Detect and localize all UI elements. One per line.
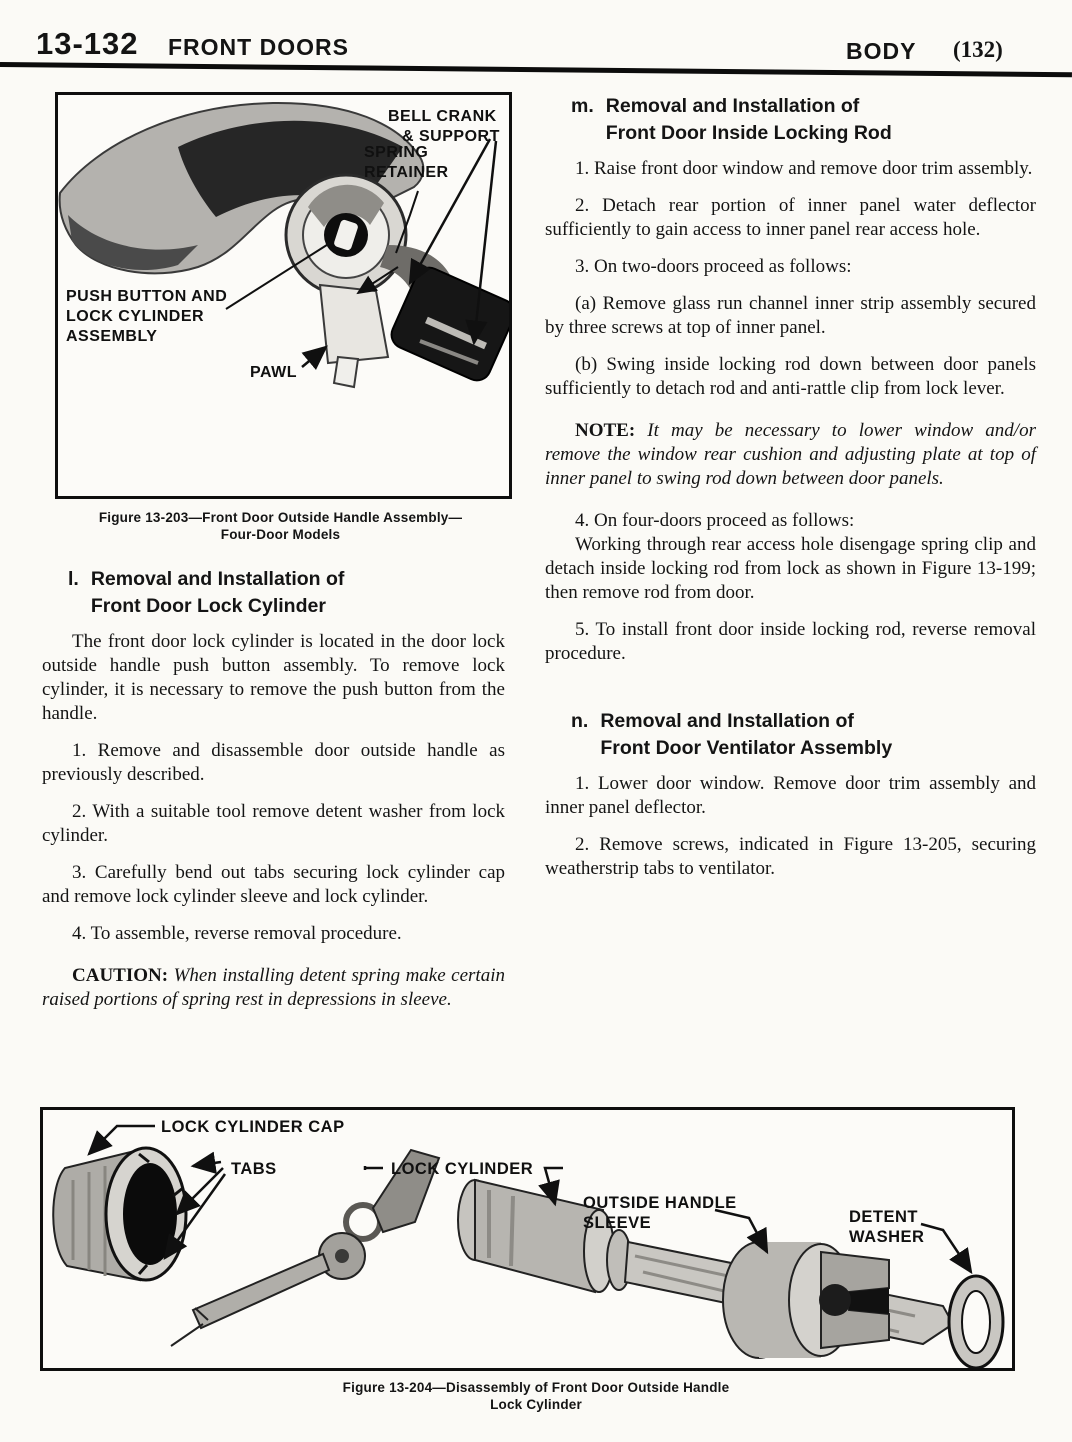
detent-washer-drawing (949, 1276, 1003, 1368)
section-l-step-1: 1. Remove and disassemble door outside handle as previously described. (42, 740, 505, 785)
pawl-label: PAWL (250, 364, 298, 381)
page-number: (132) (953, 37, 1003, 62)
section-m-step-5: 5. To install front door inside locking rod, reverse removal procedure. (545, 619, 1036, 664)
section-m-step-4-cont: Working through rear access hole disengage spring clip and detach inside locking rod from lock as shown in Figure 13-199; then remove rod from door. (545, 534, 1036, 603)
section-n-heading: n. Removal and Installation of Front Door Ventilator Assembly (571, 710, 893, 759)
section-n-step-2: 2. Remove screws, indicated in Figure 13-205, securing weatherstrip tabs to ventilator. (545, 834, 1036, 879)
figure-13-203-caption: Figure 13-203—Front Door Outside Handle Assembly— Four-Door Models (98, 510, 463, 542)
detent-washer-label: DETENT WASHER (849, 1208, 925, 1246)
bell-crank-label: BELL CRANK & SUPPORT (388, 108, 500, 145)
section-n-step-1: 1. Lower door window. Remove door trim assembly and inner panel deflector. (545, 773, 1036, 818)
page-section-title: FRONT DOORS (168, 34, 349, 60)
section-m-step-4: 4. On four-doors proceed as follows: (575, 510, 855, 531)
section-m-step-3a: (a) Remove glass run channel inner strip assembly secured by three screws at top of inner panel. (545, 293, 1036, 338)
section-l-heading: l. Removal and Installation of Front Door Lock Cylinder (68, 568, 345, 617)
section-m-heading: m. Removal and Installation of Front Door Inside Locking Rod (571, 95, 892, 144)
section-l-step-4: 4. To assemble, reverse removal procedure. (72, 923, 402, 944)
section-l-intro: The front door lock cylinder is located in the door lock outside handle push button assembly. To remove lock cylinder, it is necessary to remove the push button from the handle. (42, 631, 505, 724)
note-paragraph: NOTE: It may be necessary to lower window and/or remove the window rear cushion and adjusting plate at top of inner panel to swing rod down between door panels. (545, 420, 1036, 489)
section-m-step-3b: (b) Swing inside locking rod down between door panels sufficiently to detach rod and anti-rattle clip from lock lever. (545, 354, 1036, 399)
figure-13-203 (55, 92, 512, 499)
chapter-title: BODY (846, 38, 917, 64)
section-l-step-3: 3. Carefully bend out tabs securing lock cylinder cap and remove lock cylinder sleeve and lock cylinder. (42, 862, 505, 907)
left-column (42, 566, 505, 1012)
caution-paragraph: CAUTION: When installing detent spring make certain raised portions of spring rest in depressions in sleeve. (42, 965, 505, 1010)
outside-handle-sleeve-drawing (723, 1242, 889, 1358)
section-m-step-3: 3. On two-doors proceed as follows: (575, 256, 852, 277)
push-button-label: PUSH BUTTON AND LOCK CYLINDER ASSEMBLY (66, 288, 228, 345)
outside-handle-sleeve-label: OUTSIDE HANDLE SLEEVE (583, 1194, 737, 1232)
right-column (545, 93, 1036, 881)
spring-retainer-label: SPRING RETAINER (364, 144, 449, 181)
lock-mechanism-drawing (286, 175, 406, 387)
section-m-step-1: 1. Raise front door window and remove door trim assembly. (575, 158, 1033, 179)
section-l-step-2: 2. With a suitable tool remove detent washer from lock cylinder. (42, 801, 505, 846)
lock-cylinder-label: LOCK CYLINDER (391, 1160, 534, 1178)
figure-13-204-caption: Figure 13-204—Disassembly of Front Door Outside Handle Lock Cylinder (342, 1380, 730, 1412)
lock-cylinder-cap-drawing (53, 1148, 186, 1280)
lock-cylinder-cap-label: LOCK CYLINDER CAP (161, 1118, 345, 1136)
lock-cylinder-disassembly-illustration (43, 1110, 1012, 1368)
tabs-label: TABS (231, 1160, 277, 1178)
figure-13-204 (40, 1107, 1015, 1371)
door-handle-illustration (58, 95, 509, 496)
section-m-step-2: 2. Detach rear portion of inner panel water deflector sufficiently to gain access to inner panel rear access hole. (545, 195, 1036, 240)
bell-crank-drawing (380, 245, 509, 385)
page-section-number: 13-132 (36, 26, 139, 61)
